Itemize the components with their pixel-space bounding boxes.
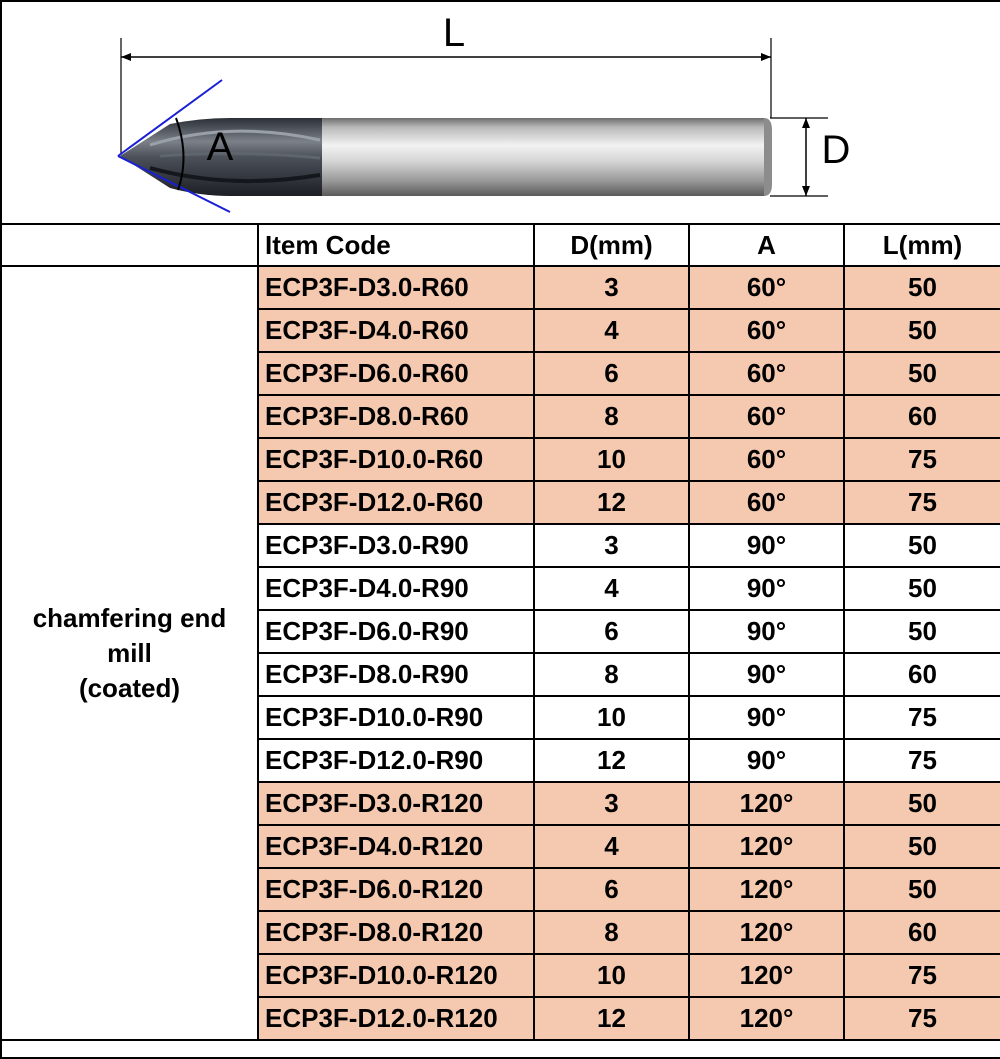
cell-angle: 120° — [689, 911, 844, 954]
cell-item-code: ECP3F-D6.0-R60 — [258, 352, 534, 395]
cell-angle: 120° — [689, 868, 844, 911]
cell-angle: 90° — [689, 739, 844, 782]
cell-angle: 90° — [689, 567, 844, 610]
angle-label: A — [206, 125, 234, 169]
length-arrow-left — [121, 53, 131, 61]
cell-diameter: 4 — [534, 309, 689, 352]
cell-diameter: 12 — [534, 997, 689, 1040]
cell-item-code: ECP3F-D12.0-R60 — [258, 481, 534, 524]
cell-angle: 120° — [689, 954, 844, 997]
cell-item-code: ECP3F-D3.0-R60 — [258, 266, 534, 309]
cell-angle: 60° — [689, 352, 844, 395]
table-row — [1, 266, 1000, 309]
cell-angle: 120° — [689, 782, 844, 825]
cell-item-code: ECP3F-D4.0-R90 — [258, 567, 534, 610]
tool-shank — [320, 118, 764, 196]
category-line: chamfering end — [32, 602, 227, 633]
cell-length: 50 — [844, 567, 1000, 610]
cell-item-code: ECP3F-D10.0-R60 — [258, 438, 534, 481]
cell-length: 60 — [844, 911, 1000, 954]
cell-angle: 90° — [689, 610, 844, 653]
cell-item-code: ECP3F-D12.0-R90 — [258, 739, 534, 782]
table-body — [1, 266, 1000, 1040]
length-arrow-right — [761, 53, 771, 61]
cell-item-code: ECP3F-D12.0-R120 — [258, 997, 534, 1040]
cell-length: 75 — [844, 997, 1000, 1040]
cell-item-code: ECP3F-D3.0-R90 — [258, 524, 534, 567]
cell-item-code: ECP3F-D10.0-R120 — [258, 954, 534, 997]
cell-item-code: ECP3F-D8.0-R60 — [258, 395, 534, 438]
category-line: mill — [107, 637, 152, 668]
cell-length: 50 — [844, 782, 1000, 825]
cell-length: 75 — [844, 481, 1000, 524]
cell-angle: 60° — [689, 395, 844, 438]
category-cell — [1, 266, 258, 1040]
diameter-label: D — [821, 128, 851, 172]
tool-diagram — [0, 0, 1000, 224]
cell-angle: 120° — [689, 825, 844, 868]
cell-length: 50 — [844, 610, 1000, 653]
cell-length: 75 — [844, 954, 1000, 997]
cell-angle: 90° — [689, 653, 844, 696]
cell-length: 75 — [844, 438, 1000, 481]
cell-diameter: 10 — [534, 954, 689, 997]
cell-item-code: ECP3F-D6.0-R120 — [258, 868, 534, 911]
length-label: L — [442, 11, 466, 55]
cell-length: 60 — [844, 395, 1000, 438]
cell-diameter: 6 — [534, 868, 689, 911]
cell-angle: 60° — [689, 438, 844, 481]
cell-length: 50 — [844, 266, 1000, 309]
cell-diameter: 8 — [534, 653, 689, 696]
cell-angle: 60° — [689, 309, 844, 352]
header-diameter: D(mm) — [534, 224, 689, 266]
cell-item-code: ECP3F-D8.0-R90 — [258, 653, 534, 696]
cell-angle: 120° — [689, 997, 844, 1040]
cell-diameter: 3 — [534, 782, 689, 825]
cell-item-code: ECP3F-D8.0-R120 — [258, 911, 534, 954]
cell-diameter: 3 — [534, 266, 689, 309]
cell-length: 50 — [844, 352, 1000, 395]
cell-diameter: 3 — [534, 524, 689, 567]
cell-item-code: ECP3F-D3.0-R120 — [258, 782, 534, 825]
cell-angle: 60° — [689, 266, 844, 309]
diameter-arrow-bottom — [802, 186, 810, 196]
cell-diameter: 8 — [534, 911, 689, 954]
cell-item-code: ECP3F-D4.0-R60 — [258, 309, 534, 352]
cell-angle: 90° — [689, 524, 844, 567]
cell-length: 50 — [844, 825, 1000, 868]
header-item-code: Item Code — [258, 224, 534, 266]
header-angle: A — [689, 224, 844, 266]
diameter-arrow-top — [802, 118, 810, 128]
cell-length: 75 — [844, 739, 1000, 782]
cell-diameter: 10 — [534, 438, 689, 481]
cell-length: 50 — [844, 868, 1000, 911]
cell-diameter: 6 — [534, 352, 689, 395]
cell-diameter: 12 — [534, 739, 689, 782]
cell-diameter: 4 — [534, 567, 689, 610]
cell-diameter: 4 — [534, 825, 689, 868]
shank-end — [764, 118, 772, 196]
category-line: (coated) — [78, 672, 181, 703]
header-blank — [1, 224, 258, 266]
table-header-row — [1, 224, 1000, 266]
cell-angle: 90° — [689, 696, 844, 739]
cell-diameter: 6 — [534, 610, 689, 653]
spec-table — [0, 223, 1000, 1041]
cell-item-code: ECP3F-D10.0-R90 — [258, 696, 534, 739]
cell-length: 50 — [844, 524, 1000, 567]
cell-angle: 60° — [689, 481, 844, 524]
cell-diameter: 10 — [534, 696, 689, 739]
cell-length: 75 — [844, 696, 1000, 739]
header-length: L(mm) — [844, 224, 1000, 266]
cell-item-code: ECP3F-D6.0-R90 — [258, 610, 534, 653]
cell-length: 50 — [844, 309, 1000, 352]
cell-length: 60 — [844, 653, 1000, 696]
cell-diameter: 8 — [534, 395, 689, 438]
cell-diameter: 12 — [534, 481, 689, 524]
cell-item-code: ECP3F-D4.0-R120 — [258, 825, 534, 868]
